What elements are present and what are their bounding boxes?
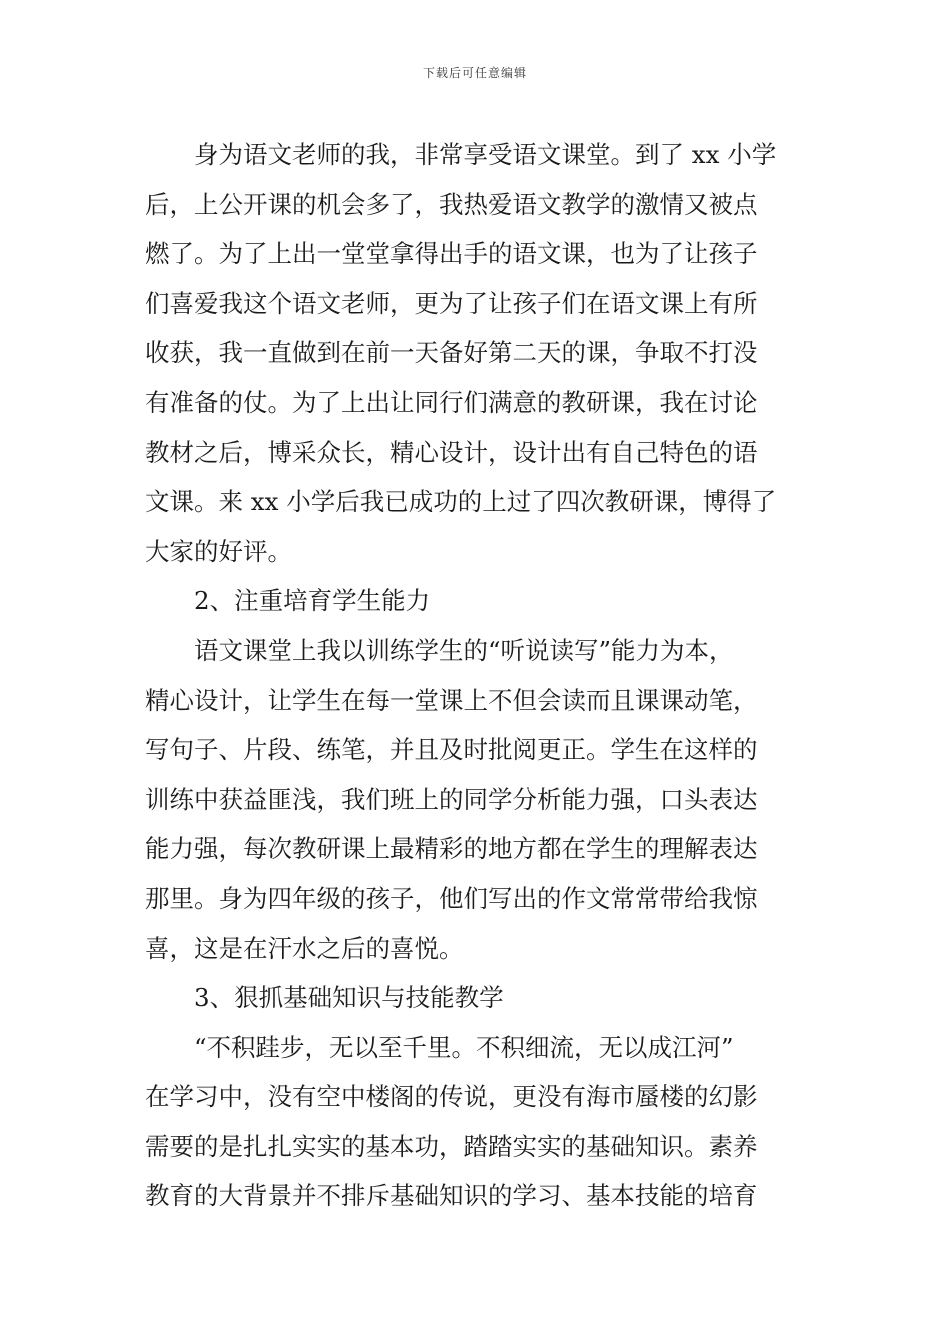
text-line: 训练中获益匪浅，我们班上的同学分析能力强，口头表达 xyxy=(145,784,758,814)
page-header: 下载后可任意编辑 xyxy=(422,66,527,80)
text-line: 教材之后，博采众长，精心设计，设计出有自己特色的语 xyxy=(145,437,758,467)
text-line: 那里。身为四年级的孩子，他们写出的作文常常带给我惊 xyxy=(145,883,758,913)
text-line: 写句子、片段、练笔，并且及时批阅更正。学生在这样的 xyxy=(145,735,758,765)
text-line: 身为语文老师的我，非常享受语文课堂。到了 xx 小学 xyxy=(194,140,777,169)
section-heading: 3、狠抓基础知识与技能教学 xyxy=(194,983,504,1013)
text-line: 燃了。为了上出一堂堂拿得出手的语文课，也为了让孩子 xyxy=(145,239,758,269)
text-line: 大家的好评。 xyxy=(145,536,292,566)
text-line: 喜，这是在汗水之后的喜悦。 xyxy=(145,933,464,963)
document-body xyxy=(145,130,807,1221)
section-heading: 2、注重培育学生能力 xyxy=(194,586,431,616)
text-line: 需要的是扎扎实实的基本功，踏踏实实的基础知识。素养 xyxy=(145,1131,758,1161)
text-line: 教育的大背景并不排斥基础知识的学习、基本技能的培育 xyxy=(145,1181,758,1211)
text-line: 们喜爱我这个语文老师，更为了让孩子们在语文课上有所 xyxy=(145,288,758,318)
text-line: 文课。来 xx 小学后我已成功的上过了四次教研课，博得了 xyxy=(145,487,777,517)
text-line: 有准备的仗。为了上出让同行们满意的教研课，我在讨论 xyxy=(145,387,758,417)
text-line: 精心设计，让学生在每一堂课上不但会读而且课课动笔， xyxy=(145,685,758,715)
text-line: 在学习中，没有空中楼阁的传说，更没有海市蜃楼的幻影 xyxy=(145,1082,758,1112)
text-line: 收获，我一直做到在前一天备好第二天的课，争取不打没 xyxy=(145,338,758,368)
text-line: 后，上公开课的机会多了，我热爱语文教学的激情又被点 xyxy=(145,189,758,219)
text-line: 能力强，每次教研课上最精彩的地方都在学生的理解表达 xyxy=(145,834,758,864)
text-line: 语文课堂上我以训练学生的“听说读写”能力为本， xyxy=(194,635,734,665)
text-line: “不积跬步，无以至千里。不积细流，无以成江河” xyxy=(194,1032,734,1062)
